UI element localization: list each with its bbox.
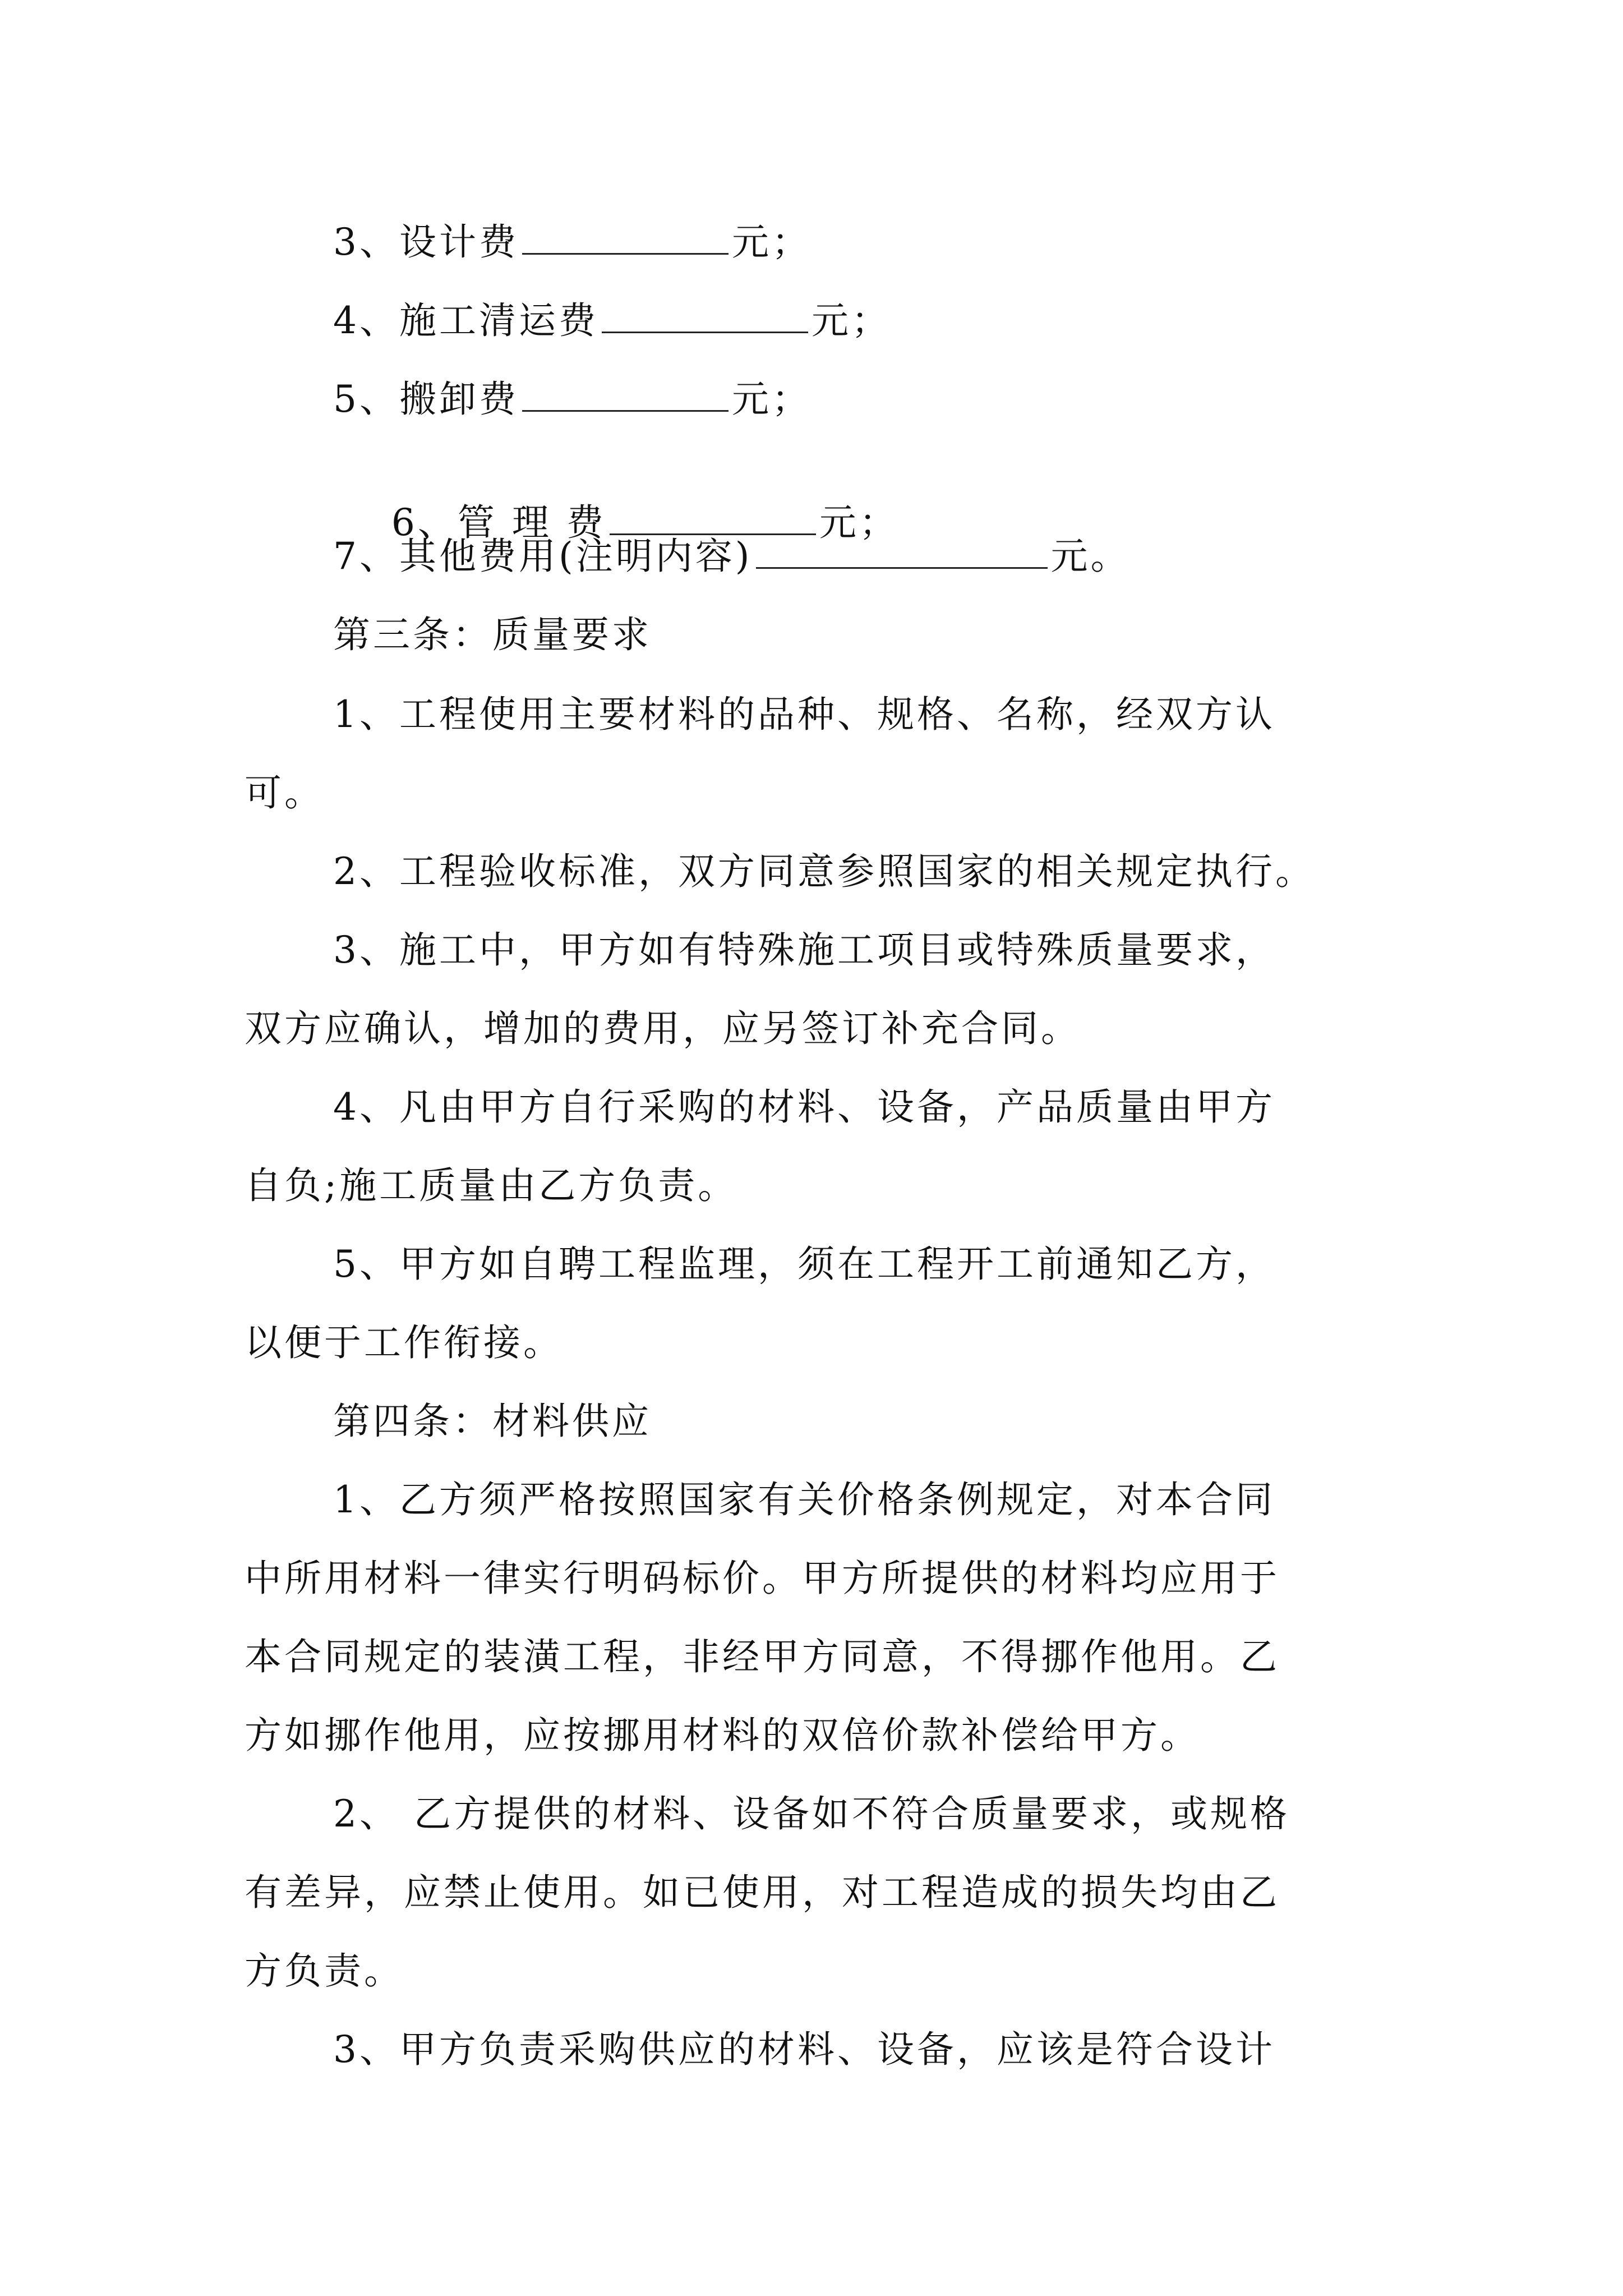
fee-item-moving <box>333 377 811 422</box>
paragraph-line: 2、 乙方提供的材料、设备如不符合质量要求，或规格 <box>333 1792 1290 1835</box>
paragraph-line: 1、乙方须严格按照国家有关价格条例规定，对本合同 <box>333 1478 1275 1521</box>
fee-item-other <box>333 534 1131 579</box>
section-heading-quality: 第三条：质量要求 <box>333 613 652 656</box>
paragraph-line: 可。 <box>245 771 324 815</box>
fee-label: 5、搬卸费 <box>333 378 519 421</box>
paragraph-line: 3、施工中，甲方如有特殊施工项目或特殊质量要求， <box>333 928 1275 972</box>
fee-item-design <box>333 220 811 265</box>
fee-item-cleanup <box>333 298 891 343</box>
paragraph-line: 有差异，应禁止使用。如已使用，对工程造成的损失均由乙 <box>245 1871 1280 1914</box>
paragraph-line: 本合同规定的装潢工程，非经甲方同意，不得挪作他用。乙 <box>245 1635 1280 1678</box>
fee-label: 6、管 理 费 <box>391 501 606 544</box>
fee-unit: 元； <box>732 378 811 421</box>
fill-blank[interactable] <box>602 299 808 333</box>
fee-unit: 元； <box>819 501 899 544</box>
paragraph-line: 2、工程验收标准，双方同意参照国家的相关规定执行。 <box>333 850 1315 893</box>
fee-label: 3、设计费 <box>333 220 519 264</box>
paragraph-line: 5、甲方如自聘工程监理，须在工程开工前通知乙方， <box>333 1243 1275 1286</box>
fill-blank[interactable] <box>522 220 728 255</box>
paragraph-line: 方如挪作他用，应按挪用材料的双倍价款补偿给甲方。 <box>245 1714 1200 1757</box>
fee-unit: 元； <box>811 299 891 342</box>
paragraph-line: 自负;施工质量由乙方负责。 <box>245 1164 738 1207</box>
paragraph-line: 3、甲方负责采购供应的材料、设备，应该是符合设计 <box>333 2028 1275 2071</box>
paragraph-line: 1、工程使用主要材料的品种、规格、名称，经双方认 <box>333 693 1275 736</box>
fill-blank[interactable] <box>522 378 728 412</box>
paragraph-line: 4、凡由甲方自行采购的材料、设备，产品质量由甲方 <box>333 1085 1275 1129</box>
fee-label: 4、施工清运费 <box>333 299 598 342</box>
paragraph-line: 以便于工作衔接。 <box>245 1321 563 1364</box>
fill-blank[interactable] <box>756 535 1048 569</box>
paragraph-line: 中所用材料一律实行明码标价。甲方所提供的材料均应用于 <box>245 1557 1280 1600</box>
fee-label: 7、其他费用(注明内容) <box>333 535 753 578</box>
fill-blank[interactable] <box>610 501 816 535</box>
fee-unit: 元； <box>732 220 811 264</box>
section-heading-materials: 第四条：材料供应 <box>333 1400 652 1443</box>
paragraph-line: 双方应确认，增加的费用，应另签订补充合同。 <box>245 1007 1081 1050</box>
paragraph-line: 方负责。 <box>245 1949 404 1993</box>
fee-unit: 元。 <box>1050 535 1131 578</box>
fee-item-management <box>333 455 899 544</box>
